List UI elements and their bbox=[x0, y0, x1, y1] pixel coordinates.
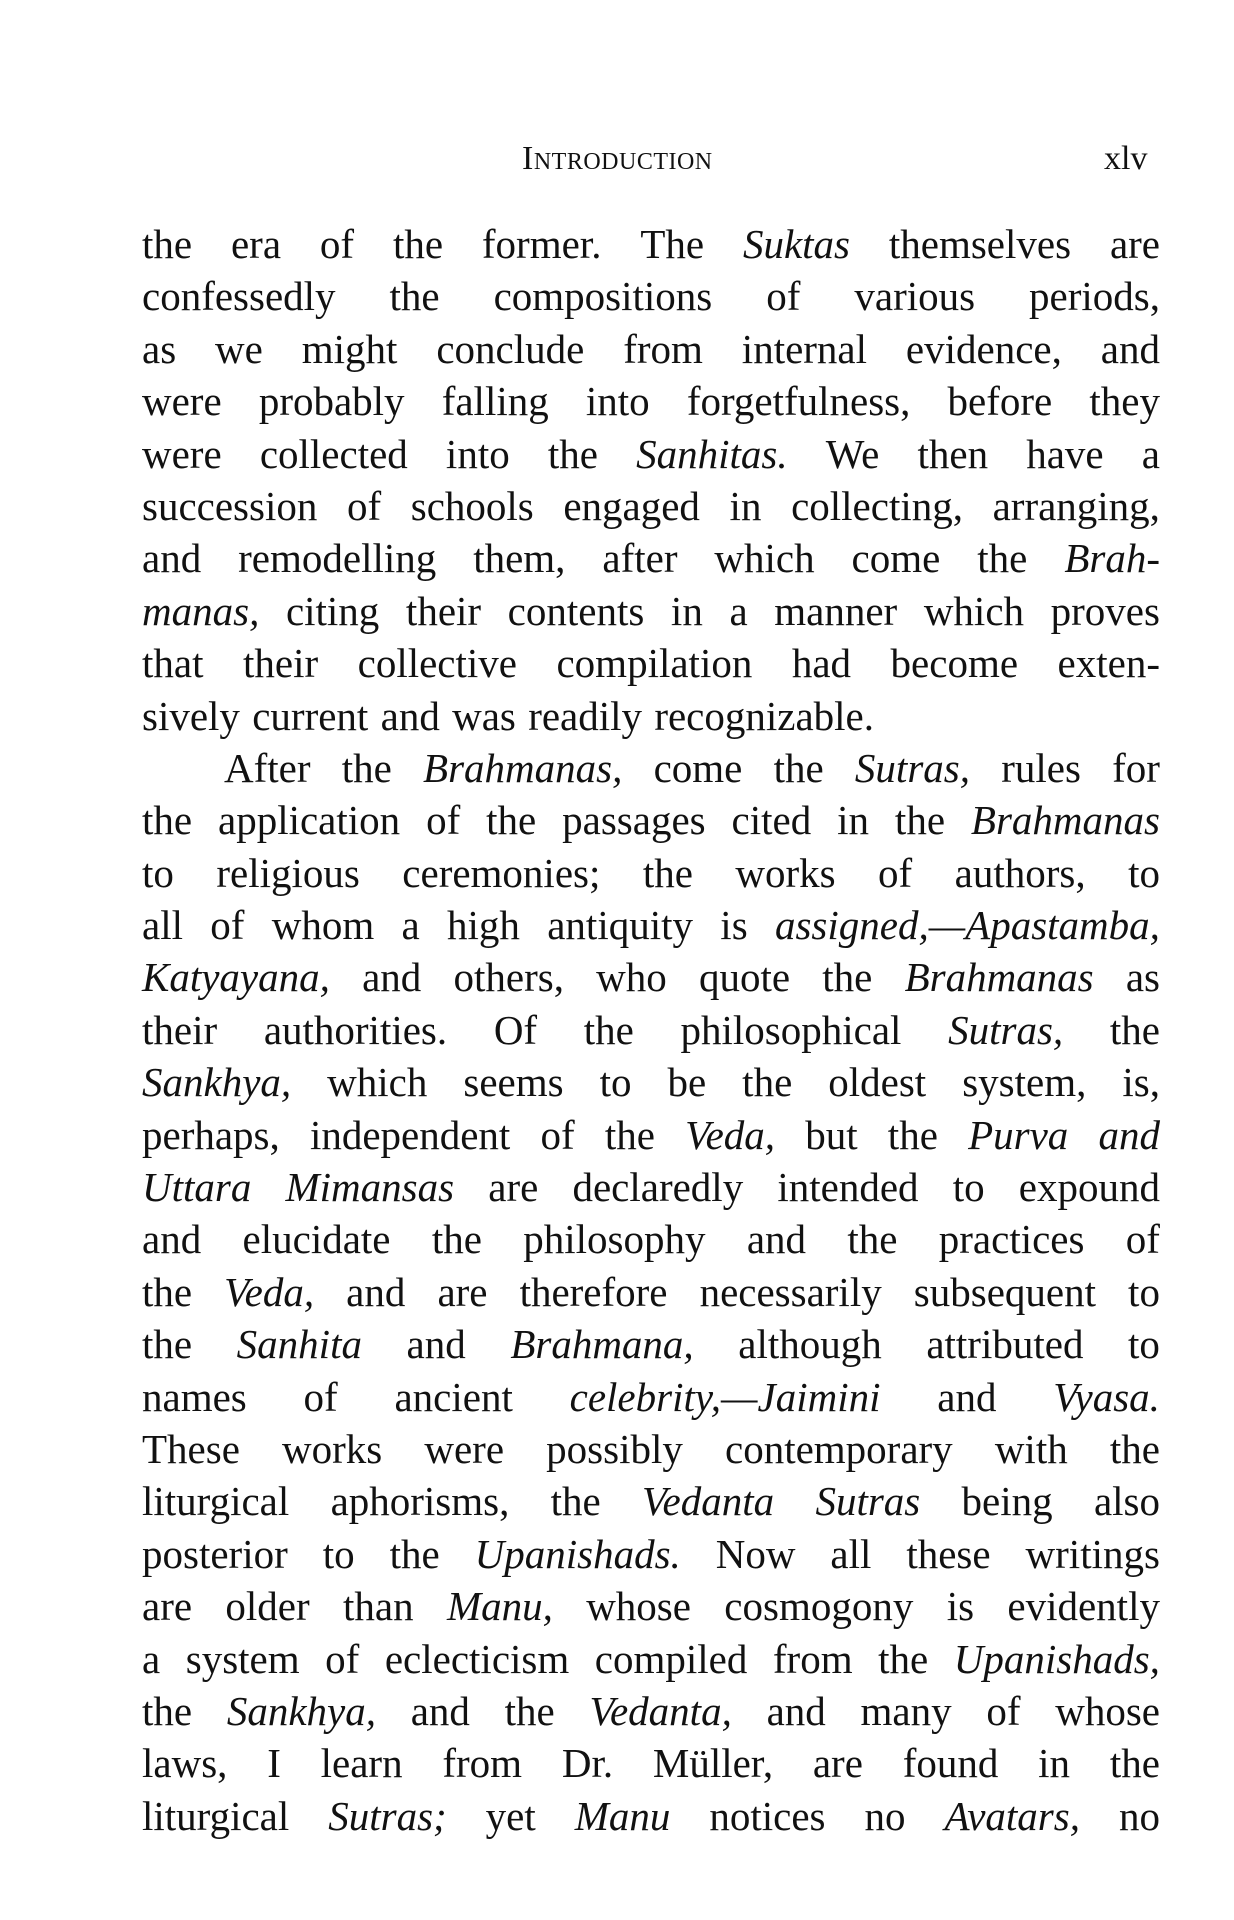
word: the bbox=[878, 1635, 929, 1682]
word: they bbox=[1089, 378, 1160, 425]
word: therefore bbox=[519, 1268, 668, 1315]
word: of bbox=[319, 221, 355, 267]
word: and bbox=[1098, 1111, 1160, 1158]
word: and bbox=[346, 1268, 406, 1315]
word: era bbox=[230, 221, 282, 267]
text-line bbox=[142, 1056, 1160, 1108]
word: high bbox=[447, 902, 520, 949]
text-line bbox=[142, 218, 1160, 270]
word: of bbox=[346, 482, 382, 529]
word: the bbox=[1109, 1425, 1160, 1472]
word: as bbox=[1125, 954, 1160, 1001]
word: we bbox=[215, 325, 263, 372]
word: compositions bbox=[493, 273, 713, 320]
word: philosophical bbox=[680, 1006, 902, 1053]
word: the bbox=[550, 1478, 601, 1525]
word: Sankhya, bbox=[142, 1059, 292, 1106]
word: Müller, bbox=[652, 1740, 774, 1787]
word: many bbox=[860, 1687, 952, 1734]
word: the bbox=[642, 849, 693, 896]
word: writings bbox=[1025, 1530, 1160, 1577]
word: Brahmanas bbox=[904, 954, 1094, 1001]
text-line bbox=[142, 1318, 1160, 1370]
word: the bbox=[847, 1216, 898, 1263]
word: Vyasa. bbox=[1053, 1373, 1160, 1420]
word: the bbox=[142, 1268, 193, 1315]
word: the bbox=[504, 1687, 555, 1734]
word: Sutras, bbox=[948, 1006, 1064, 1053]
word: the bbox=[887, 1111, 938, 1158]
word: internal bbox=[741, 325, 868, 372]
word: intended bbox=[777, 1164, 919, 1211]
running-title: Introduction bbox=[522, 140, 713, 177]
word: Katyayana, bbox=[142, 954, 330, 1001]
word: succession bbox=[142, 482, 318, 529]
word: the bbox=[604, 1111, 655, 1158]
word: falling bbox=[441, 378, 549, 425]
word: in bbox=[729, 482, 762, 529]
word: are bbox=[1109, 221, 1160, 267]
word: to bbox=[952, 1164, 985, 1211]
word: were bbox=[424, 1425, 505, 1472]
text-line bbox=[142, 742, 1160, 794]
word: in bbox=[837, 797, 870, 844]
word: of bbox=[986, 1687, 1021, 1734]
word: quote bbox=[698, 954, 791, 1001]
word: posterior bbox=[142, 1530, 288, 1577]
word: and bbox=[937, 1373, 997, 1420]
word: and bbox=[380, 692, 440, 739]
word: names bbox=[142, 1373, 247, 1420]
word: These bbox=[142, 1425, 240, 1472]
word: to bbox=[1128, 1321, 1160, 1368]
word: and bbox=[746, 1216, 807, 1263]
word: evidently bbox=[1007, 1583, 1160, 1630]
word: the bbox=[773, 744, 824, 791]
word: whose bbox=[586, 1583, 691, 1630]
word: no bbox=[1118, 1792, 1160, 1839]
word: but bbox=[805, 1111, 858, 1158]
word: Vedanta, bbox=[589, 1687, 732, 1734]
word: were bbox=[142, 430, 222, 477]
word: possibly bbox=[546, 1425, 683, 1472]
word: be bbox=[667, 1059, 707, 1106]
word: the bbox=[341, 744, 392, 791]
word: and bbox=[406, 1321, 466, 1368]
word: Avatars, bbox=[944, 1792, 1080, 1839]
text-line bbox=[142, 1371, 1160, 1423]
word: Sanhitas. bbox=[636, 430, 788, 477]
word: seems bbox=[463, 1059, 564, 1106]
word: aphorisms, bbox=[330, 1478, 510, 1525]
word: eclecticism bbox=[384, 1635, 570, 1682]
word: is bbox=[946, 1583, 975, 1630]
word: the bbox=[894, 797, 946, 844]
word: Now bbox=[715, 1530, 796, 1577]
word: Sutras; bbox=[328, 1792, 447, 1839]
word: and bbox=[1100, 325, 1160, 372]
word: to bbox=[1128, 849, 1160, 896]
word: expound bbox=[1018, 1164, 1160, 1211]
word: with bbox=[994, 1425, 1068, 1472]
word: the bbox=[142, 1687, 193, 1734]
word: manner bbox=[774, 587, 898, 634]
word: their bbox=[405, 587, 482, 634]
word: the bbox=[142, 797, 193, 844]
text-line bbox=[142, 847, 1160, 899]
word: Sutras bbox=[815, 1478, 921, 1525]
word: rules bbox=[1001, 744, 1081, 791]
word: various bbox=[854, 273, 976, 320]
body-text bbox=[142, 218, 1160, 1842]
word: proves bbox=[1050, 587, 1160, 634]
word: of bbox=[878, 849, 913, 896]
word: was bbox=[452, 692, 516, 739]
word: which bbox=[714, 535, 815, 582]
word: to bbox=[142, 849, 174, 896]
word: for bbox=[1112, 744, 1160, 791]
word: in bbox=[1038, 1740, 1071, 1787]
word: whose bbox=[1055, 1687, 1160, 1734]
word: Sutras, bbox=[854, 744, 970, 791]
word: Dr. bbox=[561, 1740, 614, 1787]
word: system bbox=[185, 1635, 300, 1682]
word: others, bbox=[453, 954, 564, 1001]
word: independent bbox=[309, 1111, 511, 1158]
word: declaredly bbox=[572, 1164, 744, 1211]
word: contents bbox=[507, 587, 645, 634]
word: the bbox=[486, 797, 537, 844]
word: recognizable. bbox=[654, 692, 875, 739]
word: Mimansas bbox=[285, 1164, 455, 1211]
word: which bbox=[327, 1059, 428, 1106]
word: contemporary bbox=[725, 1425, 953, 1472]
word: are bbox=[812, 1740, 863, 1787]
word: Vedanta bbox=[642, 1478, 775, 1525]
word: I bbox=[267, 1740, 281, 1787]
running-head bbox=[0, 140, 1234, 186]
word: although bbox=[738, 1321, 882, 1368]
word: laws, bbox=[142, 1740, 228, 1787]
word: were bbox=[142, 378, 222, 425]
word: all bbox=[142, 902, 183, 949]
word: into bbox=[445, 430, 510, 477]
word: and bbox=[766, 1687, 826, 1734]
text-line bbox=[142, 794, 1160, 846]
text-line bbox=[142, 428, 1160, 480]
word: cited bbox=[731, 797, 812, 844]
word: the bbox=[977, 535, 1028, 582]
word: the bbox=[142, 221, 193, 267]
word: evidence, bbox=[905, 325, 1062, 372]
word: who bbox=[596, 954, 667, 1001]
text-line bbox=[142, 1109, 1160, 1161]
word: the bbox=[583, 1006, 634, 1053]
word: Uttara bbox=[142, 1164, 252, 1211]
word: are bbox=[437, 1268, 488, 1315]
word: compilation bbox=[556, 640, 753, 687]
text-line bbox=[142, 323, 1160, 375]
word: subsequent bbox=[913, 1268, 1096, 1315]
word: works bbox=[282, 1425, 383, 1472]
word: all bbox=[830, 1530, 872, 1577]
text-line bbox=[142, 1475, 1160, 1527]
word: probably bbox=[258, 378, 405, 425]
word: themselves bbox=[888, 221, 1072, 267]
word: system, bbox=[962, 1059, 1087, 1106]
word: a bbox=[729, 587, 748, 634]
word: a bbox=[1141, 430, 1160, 477]
word: the bbox=[142, 1321, 193, 1368]
word: celebrity,—Jaimini bbox=[569, 1373, 881, 1420]
word: have bbox=[1026, 430, 1104, 477]
word: Brahmanas bbox=[970, 797, 1160, 844]
word: Brahmana, bbox=[510, 1321, 694, 1368]
word: the bbox=[389, 1530, 440, 1577]
word: older bbox=[225, 1583, 310, 1630]
word: notices bbox=[709, 1792, 826, 1839]
word: come bbox=[653, 744, 743, 791]
text-line bbox=[142, 532, 1160, 584]
text-line bbox=[142, 270, 1160, 322]
text-line bbox=[142, 637, 1160, 689]
word: former. bbox=[481, 221, 602, 267]
word: After bbox=[224, 744, 311, 791]
word: current bbox=[252, 692, 369, 739]
word: Sankhya, bbox=[226, 1687, 376, 1734]
text-line bbox=[142, 1423, 1160, 1475]
word: come bbox=[851, 535, 941, 582]
word: practices bbox=[938, 1216, 1085, 1263]
word: arranging, bbox=[992, 482, 1160, 529]
word: periods, bbox=[1029, 273, 1160, 320]
text-line bbox=[142, 1633, 1160, 1685]
word: Sanhita bbox=[236, 1321, 362, 1368]
word: and bbox=[362, 954, 422, 1001]
word: Upanishads. bbox=[474, 1530, 681, 1577]
word: found bbox=[902, 1740, 999, 1787]
word: a bbox=[401, 902, 420, 949]
word: conclude bbox=[436, 325, 585, 372]
word: the bbox=[431, 1216, 482, 1263]
word: their bbox=[242, 640, 319, 687]
word: application bbox=[218, 797, 401, 844]
word: Brah- bbox=[1064, 535, 1160, 582]
word: Suktas bbox=[742, 221, 850, 267]
word: Veda, bbox=[224, 1268, 315, 1315]
text-line bbox=[142, 1790, 1160, 1842]
word: liturgical bbox=[142, 1792, 290, 1839]
word: the bbox=[1109, 1006, 1160, 1053]
word: the bbox=[822, 954, 873, 1001]
text-line bbox=[142, 1266, 1160, 1318]
word: engaged bbox=[563, 482, 700, 529]
word: citing bbox=[285, 587, 380, 634]
word: become bbox=[890, 640, 1019, 687]
word: yet bbox=[485, 1792, 536, 1839]
text-line bbox=[142, 480, 1160, 532]
word: from bbox=[772, 1635, 853, 1682]
word: elucidate bbox=[242, 1216, 391, 1263]
word: Upanishads, bbox=[953, 1635, 1160, 1682]
word: readily bbox=[528, 692, 643, 739]
word: collective bbox=[357, 640, 517, 687]
word: manas, bbox=[142, 587, 260, 634]
text-line bbox=[142, 1004, 1160, 1056]
word: then bbox=[917, 430, 989, 477]
text-line bbox=[142, 375, 1160, 427]
text-line bbox=[142, 1528, 1160, 1580]
word: is bbox=[720, 902, 748, 949]
word: works bbox=[735, 849, 836, 896]
word: also bbox=[1093, 1478, 1160, 1525]
word: is, bbox=[1122, 1059, 1160, 1106]
word: to bbox=[322, 1530, 355, 1577]
word: and bbox=[410, 1687, 470, 1734]
word: compiled bbox=[594, 1635, 748, 1682]
text-line bbox=[142, 1580, 1160, 1632]
word: forgetfulness, bbox=[686, 378, 911, 425]
word: of bbox=[325, 1635, 360, 1682]
word: of bbox=[540, 1111, 575, 1158]
word: attributed bbox=[926, 1321, 1084, 1368]
word: of bbox=[766, 273, 801, 320]
word: authorities. bbox=[263, 1006, 448, 1053]
text-line bbox=[142, 951, 1160, 1003]
word: collecting, bbox=[791, 482, 963, 529]
word: Manu, bbox=[446, 1583, 553, 1630]
text-line bbox=[142, 1161, 1160, 1213]
word: Manu bbox=[574, 1792, 671, 1839]
word: Veda, bbox=[685, 1111, 776, 1158]
word: in bbox=[670, 587, 703, 634]
word: religious bbox=[216, 849, 360, 896]
word: sively bbox=[142, 692, 240, 739]
word: ancient bbox=[394, 1373, 513, 1420]
text-line bbox=[142, 690, 1160, 742]
word: passages bbox=[562, 797, 706, 844]
text-line bbox=[142, 1213, 1160, 1265]
word: whom bbox=[271, 902, 375, 949]
word: antiquity bbox=[547, 902, 693, 949]
word: philosophy bbox=[523, 1216, 706, 1263]
word: might bbox=[301, 325, 398, 372]
word: being bbox=[961, 1478, 1053, 1525]
word: learn bbox=[320, 1740, 403, 1787]
word: from bbox=[623, 325, 703, 372]
page-number: xlv bbox=[1104, 140, 1148, 177]
word: of bbox=[210, 902, 245, 949]
word: Of bbox=[493, 1006, 538, 1053]
word: cosmogony bbox=[724, 1583, 914, 1630]
word: these bbox=[906, 1530, 991, 1577]
word: from bbox=[442, 1740, 523, 1787]
word: liturgical bbox=[142, 1478, 290, 1525]
word: the bbox=[742, 1059, 793, 1106]
word: the bbox=[547, 430, 598, 477]
word: We bbox=[825, 430, 880, 477]
text-line bbox=[142, 1685, 1160, 1737]
word: Brahmanas, bbox=[423, 744, 623, 791]
word: of bbox=[303, 1373, 338, 1420]
word: perhaps, bbox=[142, 1111, 280, 1158]
word: The bbox=[640, 221, 705, 267]
word: necessarily bbox=[699, 1268, 882, 1315]
word: a bbox=[142, 1635, 161, 1682]
word: confessedly bbox=[142, 273, 336, 320]
text-line bbox=[142, 1737, 1160, 1789]
word: and bbox=[142, 535, 202, 582]
word: their bbox=[142, 1006, 218, 1053]
word: than bbox=[343, 1583, 414, 1630]
word: the bbox=[1109, 1740, 1160, 1787]
word: Purva bbox=[968, 1111, 1069, 1158]
word: before bbox=[947, 378, 1053, 425]
word: assigned,—Apastamba, bbox=[774, 902, 1160, 949]
word: and bbox=[142, 1216, 202, 1263]
word: authors, bbox=[954, 849, 1086, 896]
word: them, bbox=[473, 535, 566, 582]
word: ceremonies; bbox=[402, 849, 601, 896]
word: of bbox=[1125, 1216, 1160, 1263]
word: collected bbox=[259, 430, 408, 477]
word: to bbox=[599, 1059, 632, 1106]
word: the bbox=[389, 273, 440, 320]
word: are bbox=[142, 1583, 193, 1630]
word: of bbox=[426, 797, 461, 844]
text-line bbox=[142, 585, 1160, 637]
word: oldest bbox=[828, 1059, 927, 1106]
word: no bbox=[864, 1792, 906, 1839]
word: that bbox=[142, 640, 204, 687]
word: into bbox=[585, 378, 650, 425]
word: are bbox=[488, 1164, 539, 1211]
word: had bbox=[791, 640, 852, 687]
word: schools bbox=[410, 482, 534, 529]
word: which bbox=[923, 587, 1025, 634]
word: to bbox=[1128, 1268, 1160, 1315]
word: exten- bbox=[1057, 640, 1160, 687]
word: as bbox=[142, 325, 177, 372]
word: the bbox=[392, 221, 444, 267]
text-line bbox=[142, 899, 1160, 951]
word: after bbox=[602, 535, 678, 582]
word: remodelling bbox=[238, 535, 437, 582]
